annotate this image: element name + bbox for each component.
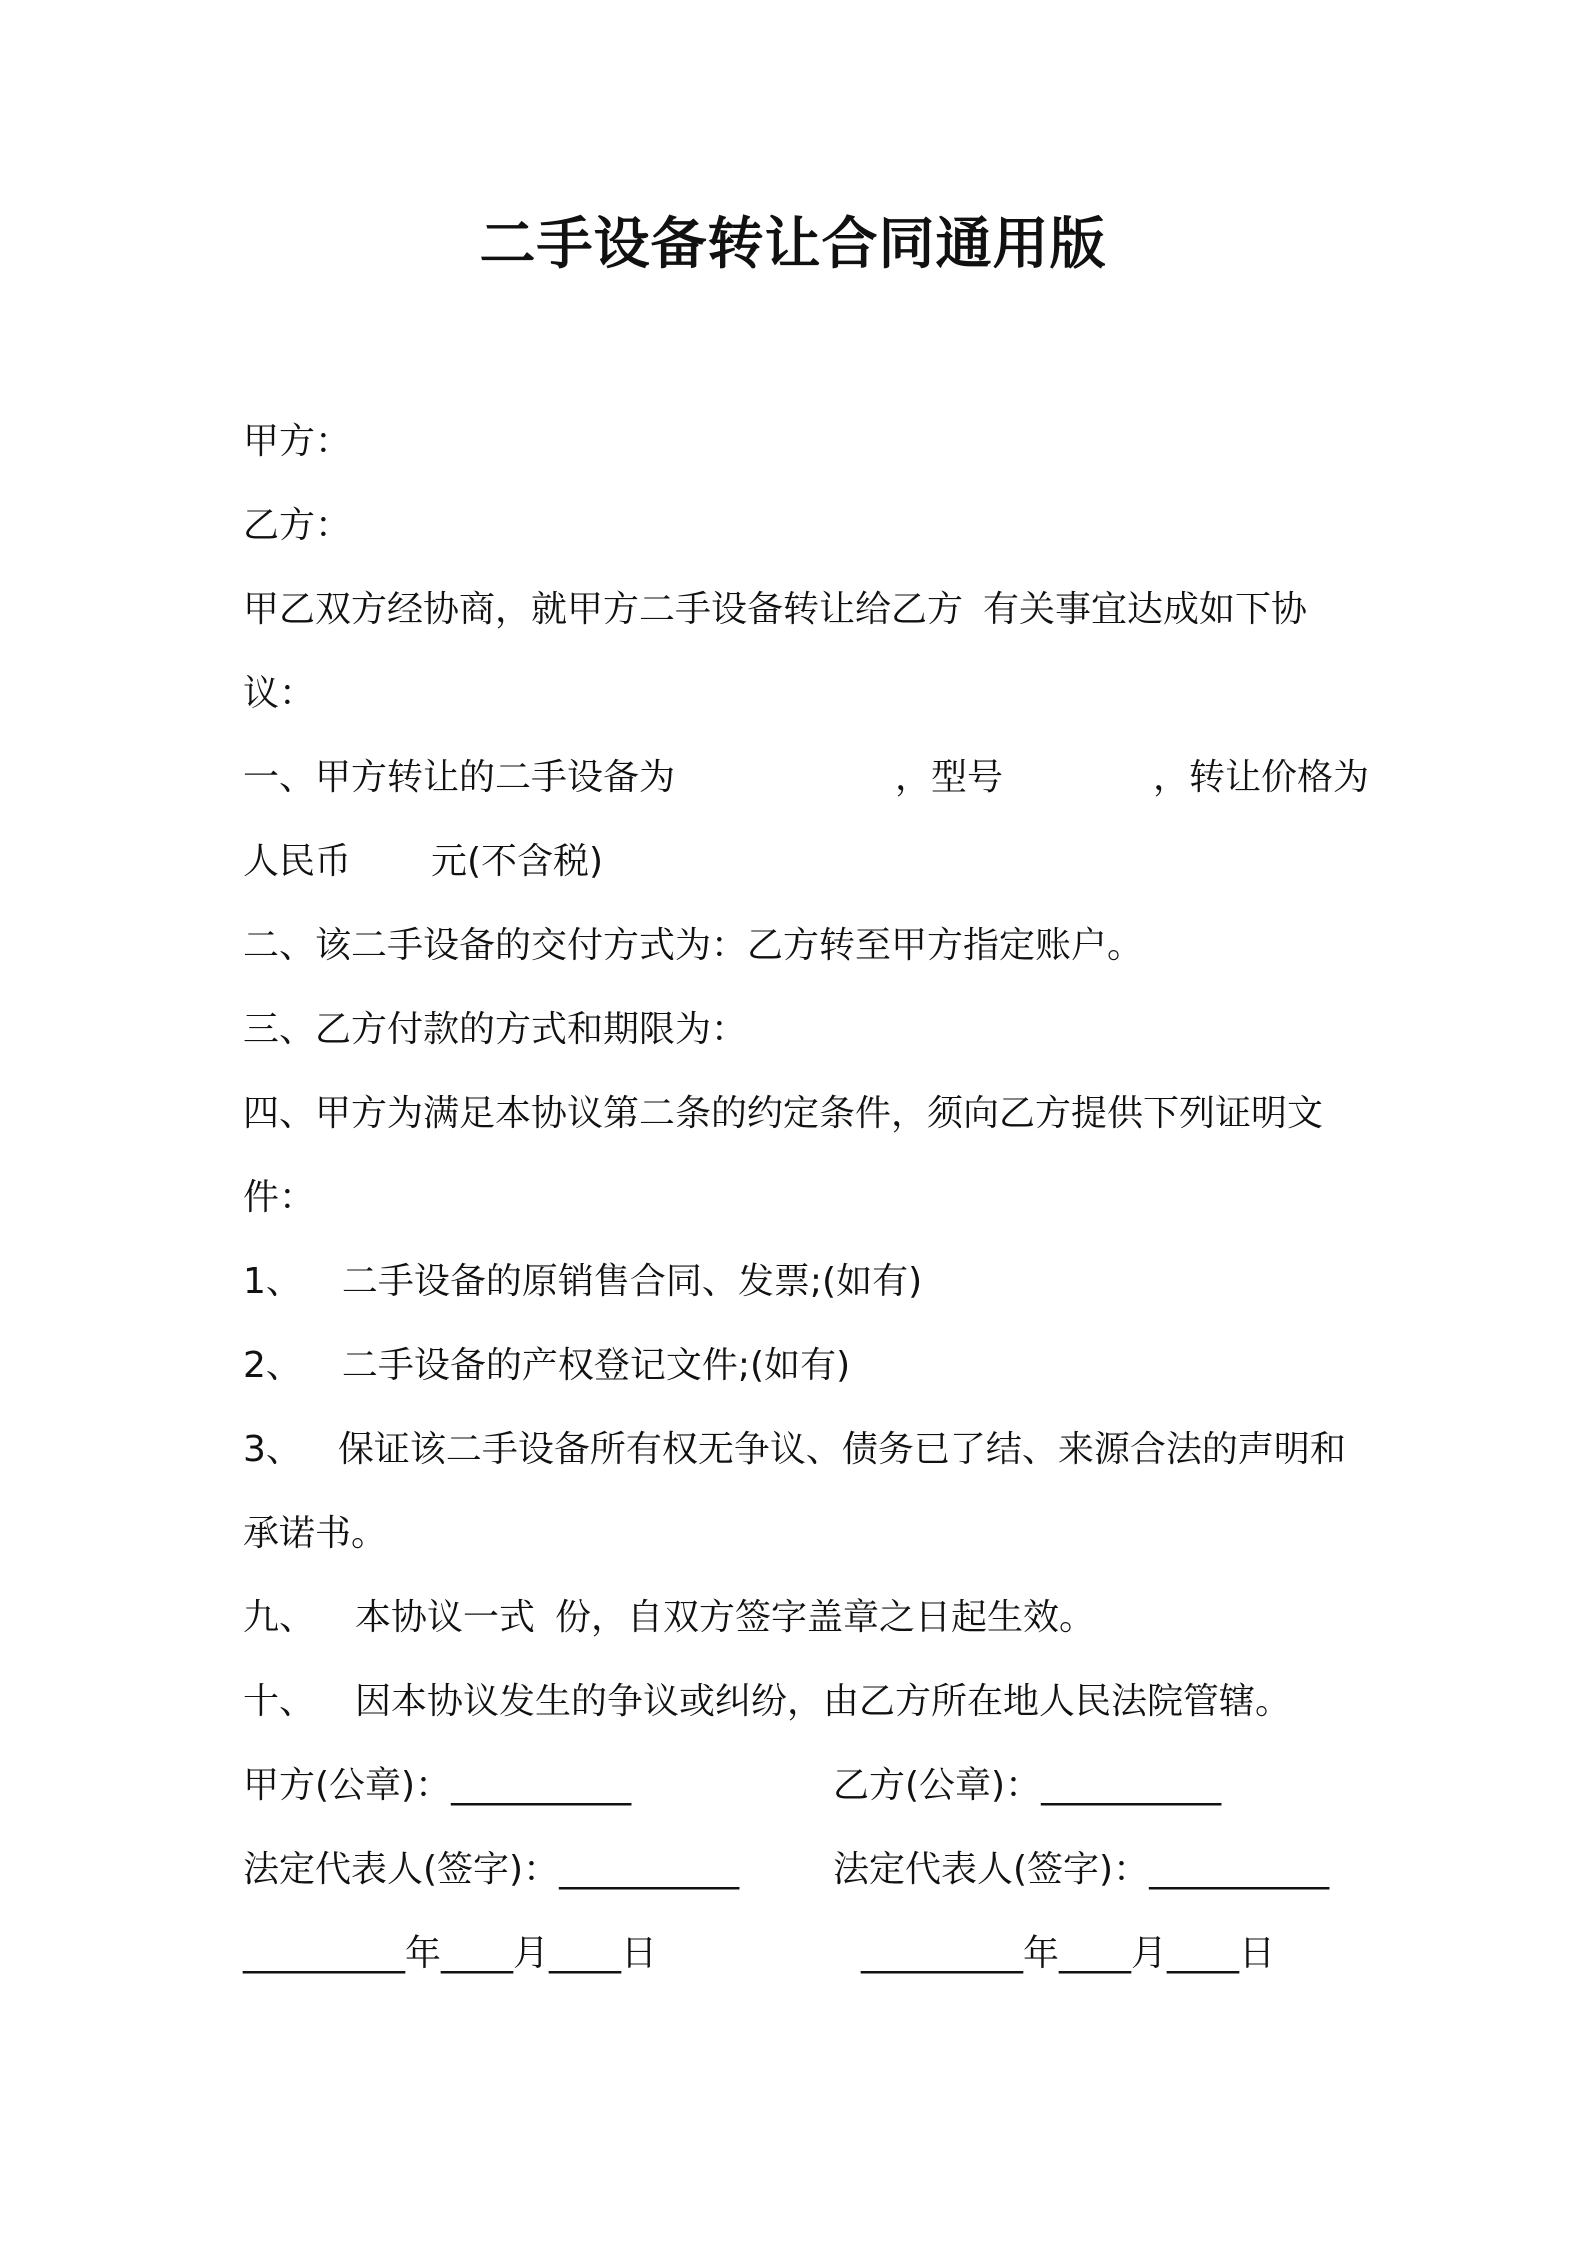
- intro-text-b: 有关事宜达成如下协: [983, 589, 1308, 630]
- clause2-text: 二、该二手设备的交付方式为：乙方转至甲方指定账户。: [243, 925, 1144, 966]
- item1-text: 二手设备的原销售合同、发票;(如有): [341, 1261, 923, 1302]
- item3-text: 保证该二手设备所有权无争议、债务已了结、来源合法的声明和: [337, 1429, 1346, 1470]
- intro-paragraph-cont: [243, 652, 1363, 736]
- clause1-line2-b: 元(不含税): [431, 841, 604, 882]
- party-a-date-field: _________年____月____日: [243, 1933, 657, 1974]
- party-a-representative-field: 法定代表人(签字)：__________: [243, 1849, 740, 1890]
- seal-row: [243, 1744, 1363, 1828]
- clause3-text: 三、乙方付款的方式和期限为：: [243, 1009, 748, 1050]
- page-title: 二手设备转让合同通用版: [479, 212, 1107, 277]
- clause4-text: 四、甲方为满足本协议第二条的约定条件，须向乙方提供下列证明文: [243, 1093, 1324, 1134]
- clause-9: [243, 1576, 1363, 1660]
- party-a-label: 甲方：: [243, 421, 352, 462]
- date-row: [243, 1912, 1363, 1996]
- party-a-line: [243, 400, 1363, 484]
- list-item-2: [243, 1324, 1363, 1408]
- intro-paragraph: [243, 568, 1363, 652]
- clause-3: [243, 988, 1363, 1072]
- party-b-representative-field: 法定代表人(签字)：__________: [833, 1849, 1330, 1890]
- clause-4: [243, 1072, 1363, 1156]
- party-b-line: [243, 484, 1363, 568]
- clause1-text-a: 一、甲方转让的二手设备为: [243, 757, 676, 798]
- clause-2: [243, 904, 1363, 988]
- intro-text-line2: 议：: [243, 673, 316, 714]
- clause9-text-b: 份，自双方签字盖章之日起生效。: [555, 1597, 1096, 1638]
- representative-row: [243, 1828, 1363, 1912]
- party-b-label: 乙方：: [243, 505, 352, 546]
- contract-body: [243, 400, 1370, 1996]
- clause9-number: 九、: [243, 1597, 316, 1638]
- item1-number: 1、: [243, 1261, 302, 1302]
- clause-1-cont: [243, 820, 1363, 904]
- list-item-1: [243, 1240, 1363, 1324]
- list-item-3: [243, 1408, 1363, 1492]
- list-item-3-cont: [243, 1492, 1363, 1576]
- item3-text-line2: 承诺书。: [243, 1513, 388, 1554]
- clause1-text-b: ，型号: [895, 757, 1004, 798]
- item2-text: 二手设备的产权登记文件;(如有): [341, 1345, 851, 1386]
- party-a-seal-field: 甲方(公章)：__________: [243, 1765, 632, 1806]
- clause10-text: 因本协议发生的争议或纠纷，由乙方所在地人民法院管辖。: [355, 1681, 1292, 1722]
- clause4-text-line2: 件：: [243, 1177, 316, 1218]
- clause-4-cont: [243, 1156, 1363, 1240]
- clause1-line2-a: 人民币: [243, 841, 352, 882]
- intro-text-a: 甲乙双方经协商，就甲方二手设备转让给乙方: [243, 589, 964, 630]
- party-b-seal-field: 乙方(公章)：__________: [833, 1765, 1222, 1806]
- clause9-text-a: 本协议一式: [355, 1597, 536, 1638]
- clause10-number: 十、: [243, 1681, 316, 1722]
- clause-10: [243, 1660, 1363, 1744]
- party-b-date-field: _________年____月____日: [861, 1933, 1275, 1974]
- item2-number: 2、: [243, 1345, 302, 1386]
- clause1-text-c: ，转让价格为: [1153, 757, 1370, 798]
- item3-number: 3、: [243, 1429, 302, 1470]
- clause-1: [243, 736, 1370, 820]
